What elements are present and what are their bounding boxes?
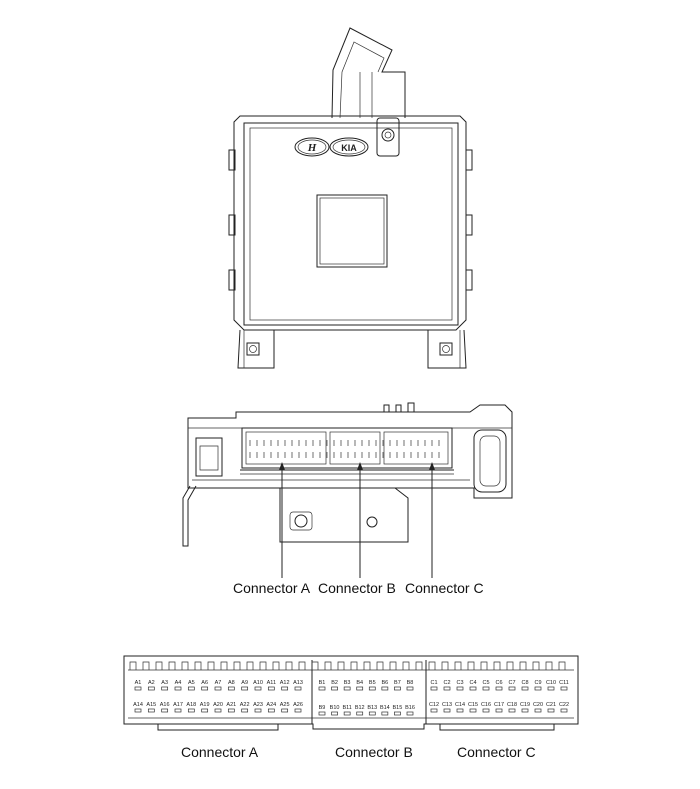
pin-terminal	[522, 687, 528, 690]
pin-terminal	[470, 709, 476, 712]
pin-terminal	[228, 709, 234, 712]
key-notch	[221, 662, 227, 670]
pin-terminal	[332, 687, 338, 690]
pin-label-c9: C9	[534, 680, 542, 686]
pin-terminal	[295, 709, 301, 712]
pin-terminal	[444, 709, 450, 712]
pin-label-c20: C20	[532, 702, 544, 708]
pin-terminal	[255, 687, 261, 690]
pin-label-b5: B5	[368, 680, 376, 686]
connector-c-pins	[429, 680, 569, 712]
pin-terminal	[369, 687, 375, 690]
pin-terminal	[483, 709, 489, 712]
pin-label-b9: B9	[318, 705, 326, 711]
key-notch	[559, 662, 565, 670]
pin-label-c4: C4	[469, 680, 477, 686]
key-notch	[481, 662, 487, 670]
pin-terminal	[148, 687, 154, 690]
pin-label-b2: B2	[331, 680, 338, 686]
pin-label-c16: C16	[480, 702, 492, 708]
key-notch	[247, 662, 253, 670]
pin-label-a3: A3	[161, 680, 169, 686]
pin-terminal	[394, 712, 400, 715]
connector-a-label: Connector A	[181, 744, 259, 760]
pin-label-c8: C8	[521, 680, 529, 686]
pin-label-a17: A17	[173, 702, 183, 708]
pin-terminal	[215, 687, 221, 690]
pin-terminal	[202, 709, 208, 712]
key-notch	[351, 662, 357, 670]
pin-label-c3: C3	[456, 680, 464, 686]
pin-label-c7: C7	[508, 680, 516, 686]
leader-lines	[279, 462, 435, 578]
pin-label-c1: C1	[430, 680, 438, 686]
pin-terminal	[522, 709, 528, 712]
pin-terminal	[548, 687, 554, 690]
key-notch	[169, 662, 175, 670]
pin-terminal	[135, 687, 141, 690]
pin-label-a5: A5	[187, 680, 195, 686]
pin-label-b1: B1	[318, 680, 326, 686]
pin-terminal	[496, 687, 502, 690]
pin-label-a2: A2	[147, 680, 155, 686]
key-notch	[455, 662, 461, 670]
pin-terminal	[357, 712, 363, 715]
key-notch	[260, 662, 266, 670]
pin-label-b15: B15	[392, 705, 403, 711]
pin-terminal	[135, 709, 141, 712]
key-notch	[442, 662, 448, 670]
pin-terminal	[483, 687, 489, 690]
pin-label-a9: A9	[241, 680, 249, 686]
pin-label-c2: C2	[443, 680, 451, 686]
pin-terminal	[202, 687, 208, 690]
connector-b-callout: Connector B	[318, 580, 396, 596]
pin-label-b10: B10	[329, 705, 340, 711]
pin-label-b14: B14	[379, 705, 390, 711]
pin-label-a7: A7	[214, 680, 222, 686]
pin-label-a24: A24	[266, 702, 277, 708]
pin-terminal	[535, 709, 541, 712]
pin-label-a26: A26	[293, 702, 303, 708]
pin-terminal	[509, 687, 515, 690]
pin-label-b7: B7	[394, 680, 401, 686]
pin-label-c6: C6	[495, 680, 503, 686]
pin-terminal	[188, 687, 194, 690]
pin-label-c13: C13	[441, 702, 453, 708]
pin-terminal	[407, 712, 413, 715]
svg-text:H: H	[307, 142, 317, 154]
pin-label-c21: C21	[545, 702, 557, 708]
pin-label-b11: B11	[342, 705, 352, 711]
key-notch	[208, 662, 214, 670]
key-notch	[130, 662, 136, 670]
connector-pin-face	[124, 656, 578, 730]
pin-label-b3: B3	[343, 680, 351, 686]
pin-terminal	[242, 709, 248, 712]
pin-label-b16: B16	[405, 705, 415, 711]
pin-terminal	[470, 687, 476, 690]
key-notch	[273, 662, 279, 670]
pin-label-a11: A11	[266, 680, 277, 686]
pin-label-c5: C5	[482, 680, 490, 686]
pin-terminal	[431, 709, 437, 712]
pin-terminal	[175, 687, 181, 690]
pin-terminal	[509, 709, 515, 712]
pin-label-a8: A8	[227, 680, 235, 686]
kia-logo	[330, 138, 368, 156]
pin-label-b12: B12	[354, 705, 365, 711]
pin-label-a19: A19	[199, 702, 210, 708]
pin-label-b8: B8	[406, 680, 414, 686]
pin-terminal	[457, 687, 463, 690]
pin-terminal	[457, 709, 463, 712]
pin-terminal	[242, 687, 248, 690]
pin-terminal	[357, 687, 363, 690]
pin-terminal	[382, 687, 388, 690]
connector-c-label: Connector C	[457, 744, 536, 760]
pin-label-b4: B4	[356, 680, 364, 686]
pin-label-a1: A1	[134, 680, 142, 686]
pin-terminal	[175, 709, 181, 712]
svg-text:KIA: KIA	[341, 143, 357, 153]
pin-label-c15: C15	[467, 702, 479, 708]
pin-terminal	[496, 709, 502, 712]
pin-terminal	[268, 687, 274, 690]
key-notch	[468, 662, 474, 670]
pin-label-a4: A4	[174, 680, 182, 686]
connector-a-pins	[133, 680, 303, 712]
pin-label-c11: C11	[559, 680, 569, 686]
key-notch	[338, 662, 344, 670]
key-notch	[390, 662, 396, 670]
pin-terminal	[319, 687, 325, 690]
connector-b-pins	[319, 680, 415, 715]
pin-label-a23: A23	[253, 702, 263, 708]
key-notch	[429, 662, 435, 670]
pin-terminal	[394, 687, 400, 690]
pin-terminal	[162, 687, 168, 690]
pin-label-a14: A14	[133, 702, 143, 708]
pin-terminal	[332, 712, 338, 715]
pin-terminal	[215, 709, 221, 712]
pin-terminal	[188, 709, 194, 712]
pin-terminal	[295, 687, 301, 690]
key-notch	[494, 662, 500, 670]
pin-label-a15: A15	[146, 702, 157, 708]
pin-label-c10: C10	[545, 680, 557, 686]
pin-terminal	[162, 709, 168, 712]
pin-terminal	[228, 687, 234, 690]
connector-a-callout: Connector A	[233, 580, 311, 596]
pin-terminal	[344, 712, 350, 715]
key-notch	[533, 662, 539, 670]
pin-label-b13: B13	[367, 705, 378, 711]
key-notch	[143, 662, 149, 670]
connector-b-label: Connector B	[335, 744, 413, 760]
hyundai-logo	[295, 138, 329, 156]
module-side-view	[183, 403, 512, 546]
pin-label-b6: B6	[381, 680, 389, 686]
pin-label-a16: A16	[159, 702, 170, 708]
key-notch	[312, 662, 318, 670]
pin-label-c17: C17	[493, 702, 505, 708]
pin-terminal	[344, 687, 350, 690]
pin-label-a12: A12	[279, 680, 290, 686]
pin-terminal	[148, 709, 154, 712]
pin-label-c12: C12	[428, 702, 440, 708]
key-notch	[507, 662, 513, 670]
pin-label-a18: A18	[186, 702, 197, 708]
key-notch	[403, 662, 409, 670]
key-notch	[195, 662, 201, 670]
pin-label-a25: A25	[279, 702, 290, 708]
pin-label-c19: C19	[519, 702, 531, 708]
pin-terminal	[282, 709, 288, 712]
pin-label-c14: C14	[454, 702, 466, 708]
pin-label-c22: C22	[558, 702, 570, 708]
connector-castellation	[130, 662, 565, 670]
pin-terminal	[319, 712, 325, 715]
pin-label-a20: A20	[213, 702, 223, 708]
module-top-view	[229, 28, 472, 368]
connector-c-callout: Connector C	[405, 580, 484, 596]
key-notch	[325, 662, 331, 670]
pin-terminal	[255, 709, 261, 712]
key-notch	[546, 662, 552, 670]
pin-label-a6: A6	[201, 680, 209, 686]
key-notch	[364, 662, 370, 670]
key-notch	[286, 662, 292, 670]
key-notch	[377, 662, 383, 670]
pin-label-c18: C18	[506, 702, 518, 708]
pin-terminal	[535, 687, 541, 690]
pin-label-a13: A13	[293, 680, 303, 686]
pin-terminal	[407, 687, 413, 690]
pin-label-a21: A21	[226, 702, 237, 708]
pin-terminal	[268, 709, 274, 712]
pin-terminal	[431, 687, 437, 690]
key-notch	[156, 662, 162, 670]
key-notch	[416, 662, 422, 670]
key-notch	[520, 662, 526, 670]
key-notch	[234, 662, 240, 670]
pin-label-a22: A22	[239, 702, 250, 708]
pin-terminal	[548, 709, 554, 712]
pin-terminal	[561, 687, 567, 690]
key-notch	[299, 662, 305, 670]
pin-label-a10: A10	[253, 680, 263, 686]
side-connector-pins	[250, 440, 439, 458]
pin-terminal	[561, 709, 567, 712]
key-notch	[182, 662, 188, 670]
pin-terminal	[282, 687, 288, 690]
pin-terminal	[444, 687, 450, 690]
pin-terminal	[369, 712, 375, 715]
pin-terminal	[382, 712, 388, 715]
